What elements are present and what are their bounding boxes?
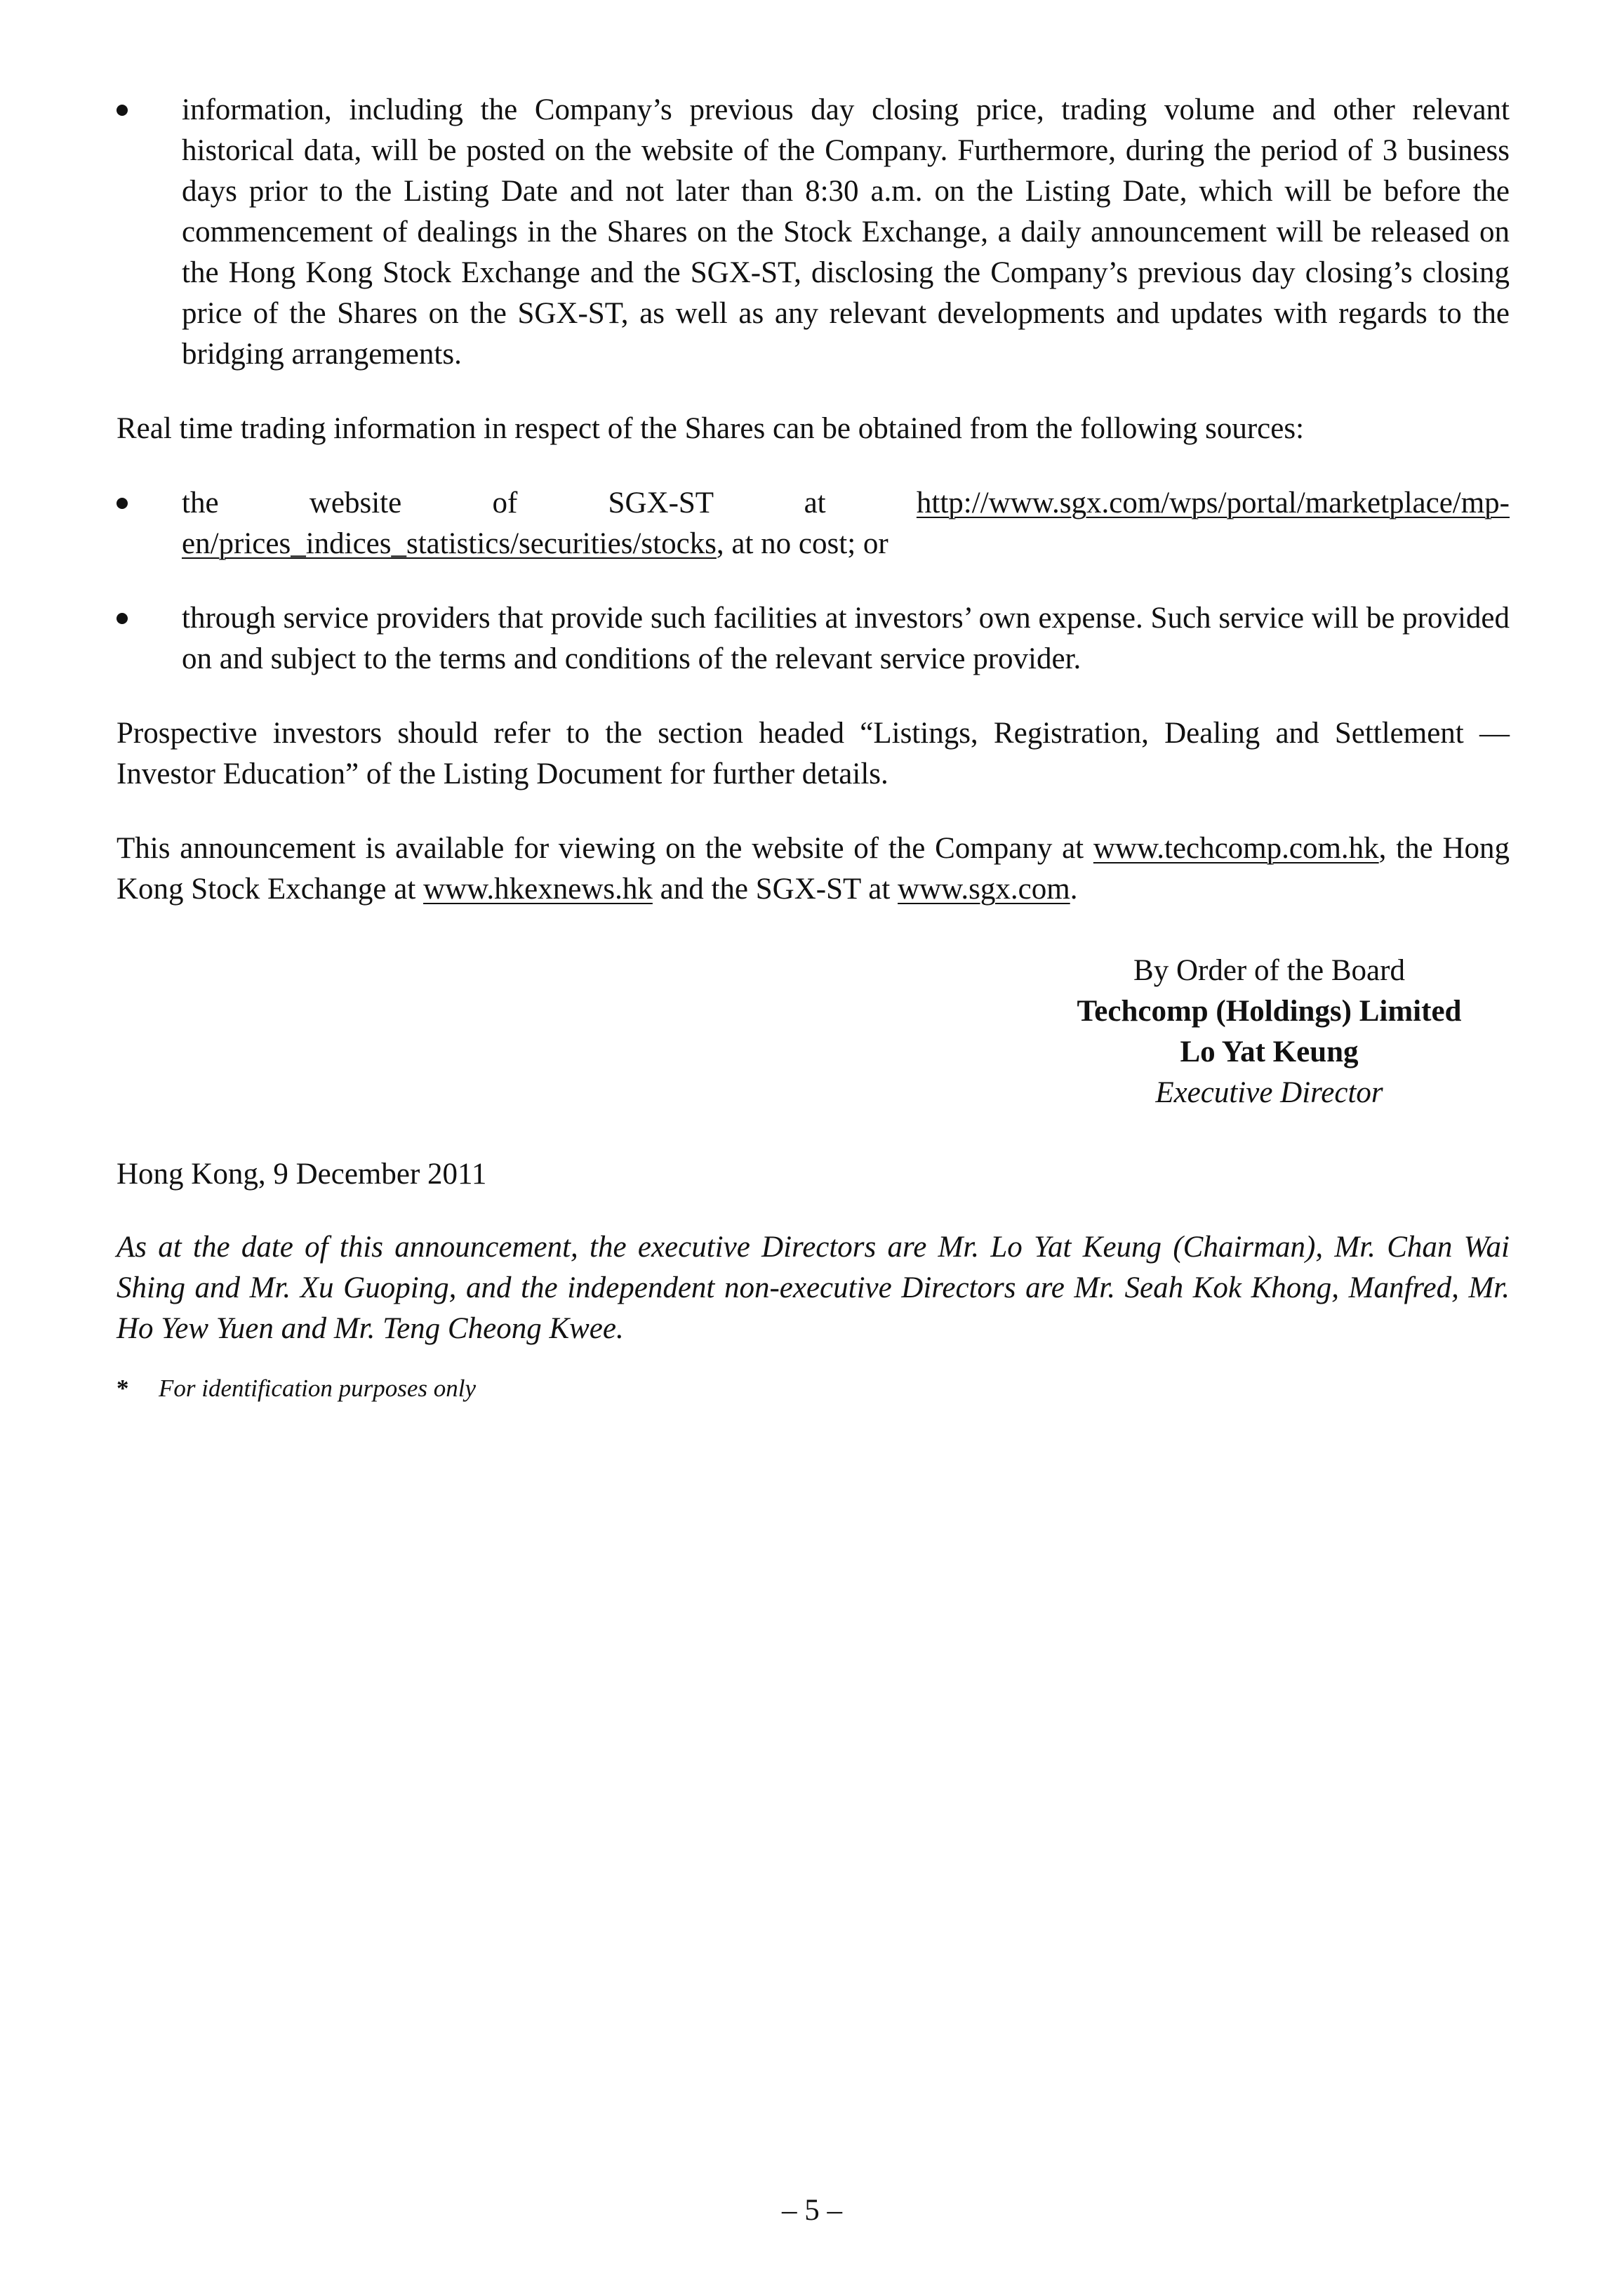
dateline: Hong Kong, 9 December 2011	[117, 1158, 487, 1191]
bullet-text-suffix: , at no cost; or	[716, 527, 888, 560]
prospective-investors-paragraph: Prospective investors should refer to the section headed “Listings, Registration, Dealing and Settlement — Investor Education” of the Listing Document for further details.	[117, 717, 1510, 790]
hkexnews-link[interactable]: www.hkexnews.hk	[423, 873, 653, 906]
signature-block	[1029, 951, 1510, 1113]
footnote	[117, 1373, 1510, 1404]
directors-note: As at the date of this announcement, the executive Directors are Mr. Lo Yat Keung (Chairman), Mr. Chan Wai Shing and Mr. Xu Guoping, and the independent non-executive Directors are Mr. Seah Kok Khong, Manfred, Mr. Ho Yew Yuen and Mr. Teng Cheong Kwee.	[117, 1231, 1510, 1345]
availability-mid1: , the Hong Kong Stock Exchange at	[117, 832, 1510, 906]
availability-prefix: This announcement is available for viewing on the website of the Company at	[117, 832, 1093, 865]
availability-paragraph	[117, 828, 1510, 910]
footnote-text: For identification purposes only	[159, 1375, 477, 1402]
page-number: – 5 –	[782, 2194, 842, 2227]
signature-company: Techcomp (Holdings) Limited	[1077, 995, 1462, 1028]
techcomp-website-link[interactable]: www.techcomp.com.hk	[1093, 832, 1379, 865]
bullet-icon	[117, 613, 128, 624]
signature-name: Lo Yat Keung	[1180, 1035, 1359, 1068]
bullet-item-trading-info	[117, 90, 1510, 375]
realtime-intro-paragraph: Real time trading information in respect of the Shares can be obtained from the following sources:	[117, 412, 1305, 445]
bullet-item-sgx-website	[117, 483, 1510, 564]
signature-title: Executive Director	[1155, 1076, 1383, 1109]
bullet-icon	[117, 105, 128, 116]
sgx-link[interactable]: www.sgx.com	[898, 873, 1070, 906]
bullet-text-prefix: the website of SGX-ST at	[182, 487, 917, 519]
bullet-icon	[117, 498, 128, 509]
bullet-text: through service providers that provide such facilities at investors’ own expense. Such service will be provided on and subject to the terms and conditions of the relevant service provider.	[182, 602, 1510, 675]
footnote-marker: *	[117, 1375, 129, 1402]
bullet-item-service-providers	[117, 598, 1510, 680]
document-body	[117, 90, 1510, 1404]
availability-mid2: and the SGX-ST at	[652, 873, 898, 906]
bullet-text: information, including the Company’s previous day closing price, trading volume and other relevant historical data, will be posted on the website of the Company. Furthermore, during the period of 3 business days prior to the Listing Date and not later than 8:30 a.m. on the Listing Date, which will be before the commencement of dealings in the Shares on the Stock Exchange, a daily announcement will be released on the Hong Kong Stock Exchange and the SGX-ST, disclosing the Company’s previous day closing’s closing price of the Shares on the SGX-ST, as well as any relevant developments and updates with regards to the bridging arrangements.	[182, 93, 1510, 371]
sgx-stocks-link[interactable]: http://www.sgx.com/wps/portal/marketplace/mp-en/prices_indices_statistics/securities/stocks	[182, 487, 1510, 560]
signature-order-line: By Order of the Board	[1133, 954, 1405, 987]
availability-suffix: .	[1070, 873, 1078, 906]
